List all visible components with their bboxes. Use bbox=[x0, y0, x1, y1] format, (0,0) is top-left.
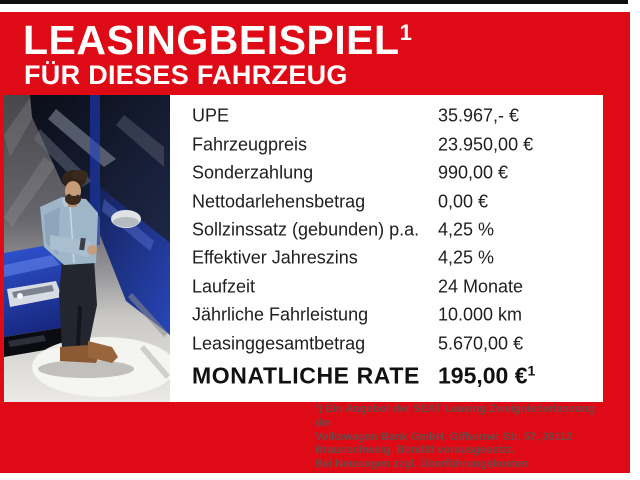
monthly-rate-value: 195,00 €$^1$ bbox=[438, 362, 536, 389]
table-row bbox=[170, 244, 603, 272]
row-value: 990,00 € bbox=[438, 162, 509, 183]
row-label: Nettodarlehensbetrag bbox=[192, 191, 366, 212]
row-label: Sonderzahlung bbox=[192, 162, 314, 183]
footnote-line: Braunschweig. Bonität vorausgesetzt. bbox=[315, 444, 515, 457]
pricing-panel bbox=[170, 95, 603, 402]
table-row bbox=[170, 273, 603, 301]
row-value: 23.950,00 € bbox=[438, 134, 534, 155]
table-row bbox=[170, 301, 603, 329]
row-value: 4,25 % bbox=[438, 219, 495, 240]
row-value: 24 Monate bbox=[438, 276, 524, 297]
row-value: 10.000 km bbox=[438, 304, 523, 325]
row-value: 35.967,- € bbox=[438, 105, 520, 126]
monthly-rate-label: MONATLICHE RATE bbox=[192, 362, 420, 389]
table-row bbox=[170, 187, 603, 215]
row-label: Fahrzeugpreis bbox=[192, 134, 308, 155]
top-black-bar bbox=[0, 0, 628, 4]
row-value: 5.670,00 € bbox=[438, 333, 524, 354]
table-row bbox=[170, 216, 603, 244]
row-label: Effektiver Jahreszins bbox=[192, 247, 358, 268]
table-row bbox=[170, 159, 603, 187]
monthly-rate-row bbox=[170, 359, 603, 393]
headline-superscript: 1 bbox=[399, 20, 413, 45]
headline bbox=[23, 19, 412, 62]
row-label: Sollzinssatz (gebunden) p.a. bbox=[192, 219, 420, 240]
vehicle-photo bbox=[4, 95, 170, 402]
row-label: Laufzeit bbox=[192, 276, 256, 297]
row-value: 0,00 € bbox=[438, 191, 489, 212]
row-value: 4,25 % bbox=[438, 247, 495, 268]
headline-text: LEASINGBEISPIEL bbox=[23, 17, 400, 63]
monthly-rate-superscript: 1 bbox=[527, 362, 536, 379]
subheadline: FÜR DIESES FAHRZEUG bbox=[24, 60, 348, 90]
row-label: Jährliche Fahrleistung bbox=[192, 304, 369, 325]
pricing-table bbox=[170, 102, 603, 358]
footnote-line: ¹) Ein Angebot der SEAT Leasing Zweigniederlassung der bbox=[315, 403, 595, 429]
table-row bbox=[170, 130, 603, 158]
row-label: UPE bbox=[192, 105, 230, 126]
footnote-line: Volkswagen Bank GmbH, Gifhorner Str. 57, 38112 bbox=[315, 430, 573, 443]
footnote bbox=[315, 403, 615, 472]
table-row bbox=[170, 330, 603, 358]
row-label: Leasinggesamtbetrag bbox=[192, 333, 366, 354]
vehicle-photo-illustration bbox=[4, 95, 170, 402]
footnote-line: Bei Neuwagen zzgl. Überführungskosten bbox=[315, 458, 529, 471]
table-row bbox=[170, 102, 603, 130]
